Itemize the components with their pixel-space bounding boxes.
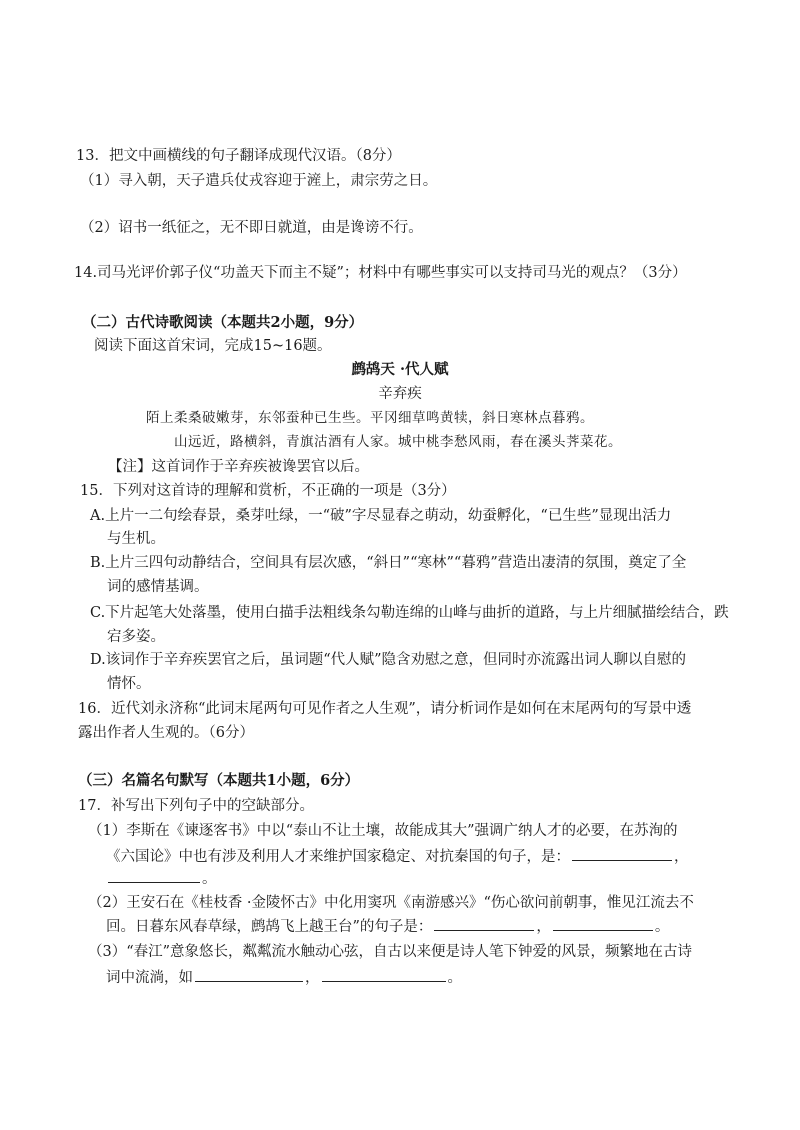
answer-blank-1[interactable]	[572, 846, 672, 861]
q17-item-2-line-2	[106, 916, 669, 937]
q13-sentence-2: （2）诏书一纸征之，无不即日就道，由是谗谤不行。	[80, 220, 423, 236]
section-2-header: （二）古代诗歌阅读（本题共2小题，9分）	[82, 314, 364, 331]
q17-item-1-line-1: （1）李斯在《谏逐客书》中以“泰山不让土壤，故能成其大”强调广纳人才的必要，在苏洵的	[88, 823, 678, 839]
q17-item-2-line-1: （2）王安石在《桂枝香 ·金陵怀古》中化用窦巩《南游感兴》“伤心欲问前朝事，惟见江流去不	[88, 895, 694, 911]
q15-option-c: C.下片起笔大处落墨，使用白描手法粗线条勾勒连绵的山峰与曲折的道路，与上片细腻描绘结合，跌	[90, 605, 729, 621]
q15-option-a-cont: 与生机。	[107, 531, 165, 547]
q15-option-d-cont: 情怀。	[107, 676, 151, 692]
q15-option-c-cont: 宕多姿。	[107, 629, 165, 645]
q14-stem: 14.司马光评价郭子仪“功盖天下而主不疑”；材料中有哪些事实可以支持司马光的观点？（3分）	[74, 265, 687, 281]
q17-item-3-end: 。	[447, 970, 462, 986]
q17-item-3-line-2	[106, 967, 462, 988]
q17-item-1-line-2	[106, 846, 689, 867]
poem-title: 鹧鸪天 ·代人赋	[351, 361, 449, 378]
q13-stem: 13．把文中画横线的句子翻译成现代汉语。（8分）	[76, 148, 401, 164]
q16-stem-line-1: 16．近代刘永济称“此词末尾两句可见作者之人生观”，请分析词作是如何在末尾两句的写景中透	[78, 701, 692, 717]
q15-option-a: A.上片一二句绘春景，桑芽吐绿，一“破”字尽显春之萌动，幼蚕孵化，“已生些”显现出活力	[90, 508, 672, 524]
poem-author: 辛弃疾	[378, 386, 422, 402]
q17-item-2-text: 回。日暮东风春草绿，鹧鸪飞上越王台”的句子是：	[106, 919, 433, 935]
q17-item-1-text: 《六国论》中也有涉及利用人才来维护国家稳定、对抗秦国的句子，是：	[106, 849, 570, 865]
q16-stem-line-2: 露出作者人生观的。（6分）	[78, 725, 254, 741]
answer-blank-2[interactable]	[108, 868, 200, 883]
q15-option-b: B.上片三四句动静结合，空间具有层次感，“斜日”“寒林”“暮鸦”营造出凄清的氛围，奠定了全	[90, 555, 687, 571]
section-2-intro: 阅读下面这首宋词，完成15~16题。	[94, 338, 332, 354]
poem-note: 【注】这首词作于辛弃疾被谗罢官以后。	[108, 459, 369, 475]
section-3-header: （三）名篇名句默写（本题共1小题，6分）	[78, 772, 360, 789]
q15-option-b-cont: 词的感情基调。	[107, 579, 209, 595]
q15-stem: 15．下列对这首诗的理解和赏析，不正确的一项是（3分）	[80, 483, 456, 499]
q15-option-d: D.该词作于辛弃疾罢官之后，虽词题“代人赋”隐含劝慰之意，但同时亦流露出词人聊以自慰的	[90, 652, 687, 668]
q17-item-1-end: 。	[202, 871, 217, 887]
q17-item-1-comma: ，	[674, 849, 689, 865]
poem-line-2: 山远近，路横斜，青旗沽酒有人家。城中桃李愁风雨，春在溪头荠菜花。	[174, 434, 622, 450]
poem-line-1: 陌上柔桑破嫩芽，东邻蚕种已生些。平冈细草鸣黄犊，斜日寒林点暮鸦。	[146, 410, 594, 426]
q17-item-1-line-3	[106, 868, 217, 889]
q17-stem: 17．补写出下列句子中的空缺部分。	[78, 798, 314, 814]
q17-item-3-text: 词中流淌，如	[106, 970, 193, 986]
q13-sentence-1: （1）寻入朝，天子遣兵仗戎容迎于滻上，肃宗劳之日。	[80, 173, 438, 189]
q17-item-2-end: 。	[654, 919, 670, 935]
answer-blank-5[interactable]	[195, 967, 303, 982]
q17-item-2-comma: ，	[536, 919, 551, 935]
q17-item-3-line-1: （3）“春江”意象悠长，粼粼流水触动心弦，自古以来便是诗人笔下钟爱的风景，频繁地在古诗	[88, 944, 693, 960]
answer-blank-3[interactable]	[434, 916, 534, 931]
answer-blank-6[interactable]	[322, 967, 446, 982]
q17-item-3-comma: ，	[305, 970, 320, 986]
answer-blank-4[interactable]	[553, 916, 653, 931]
